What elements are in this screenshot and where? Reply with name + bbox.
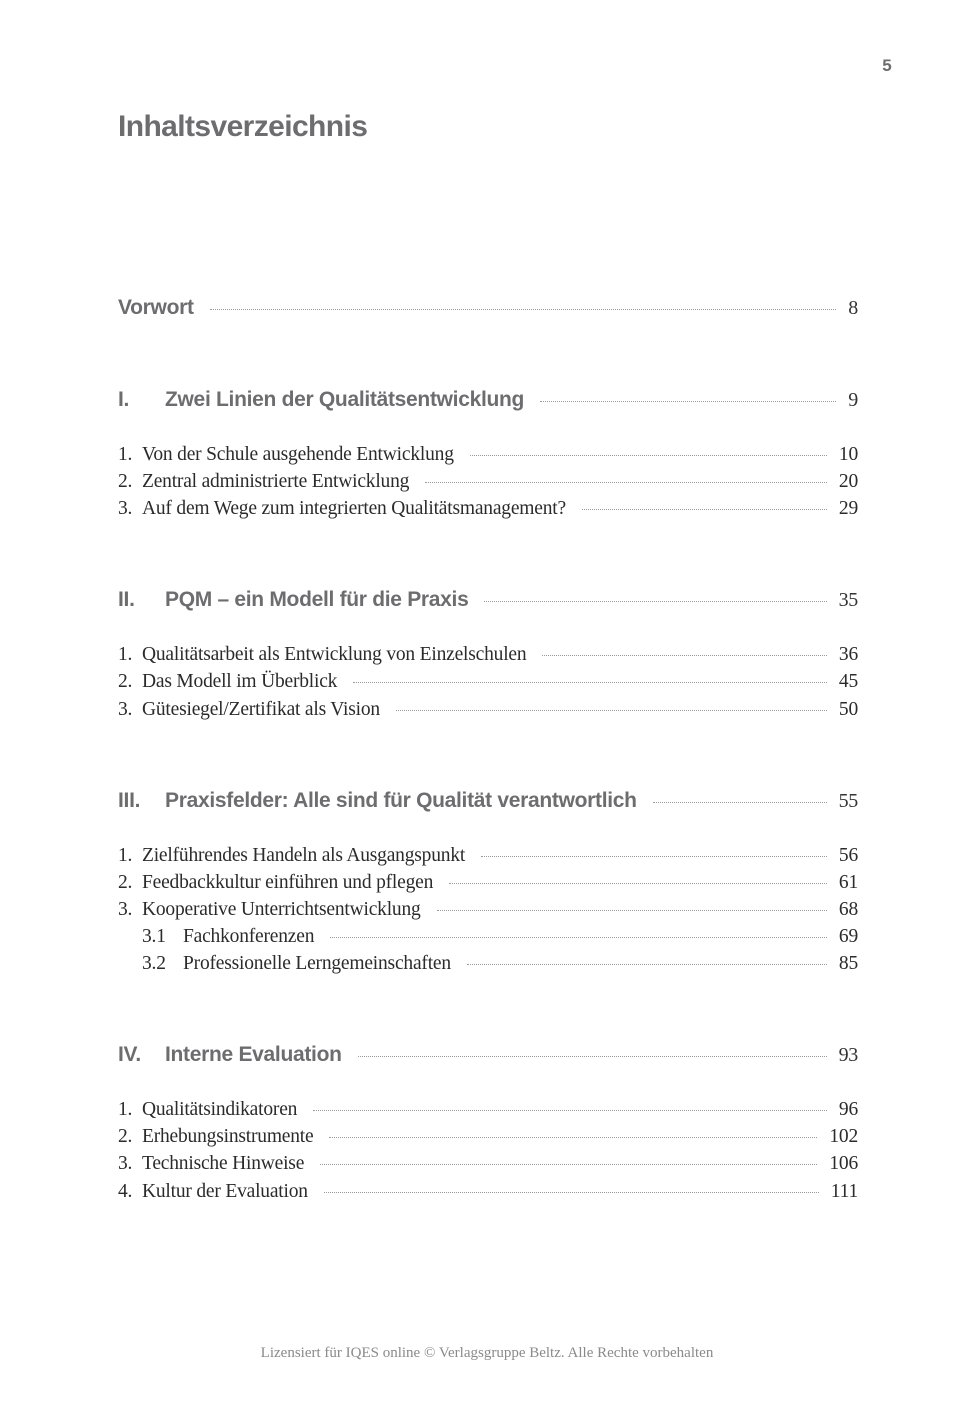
section-number: 2.: [118, 471, 133, 492]
toc-section[interactable]: [118, 872, 858, 894]
section-number: 2.: [118, 671, 133, 692]
section-number: 1.: [118, 644, 133, 665]
toc-entry-page: 8: [848, 297, 858, 319]
chapter-page: 35: [838, 589, 858, 611]
section-label: Technische Hinweise: [142, 1153, 305, 1174]
leader-dots: [320, 1164, 817, 1165]
section-page: 111: [830, 1181, 858, 1202]
section-label: Qualitätsarbeit als Entwicklung von Einzelschulen: [142, 644, 527, 665]
leader-dots: [358, 1056, 827, 1057]
section-label: Zentral administrierte Entwicklung: [142, 471, 410, 492]
page-number: 5: [882, 56, 892, 75]
leader-dots: [449, 883, 827, 884]
section-label: Das Modell im Überblick: [142, 671, 338, 692]
chapter-page: 55: [838, 790, 858, 812]
section-page: 29: [838, 498, 858, 519]
chapter-page: 93: [838, 1044, 858, 1066]
toc-entry-preface[interactable]: [118, 296, 858, 320]
leader-dots: [484, 601, 826, 602]
section-page: 106: [829, 1153, 858, 1174]
toc-section[interactable]: [118, 1181, 858, 1203]
leader-dots: [313, 1110, 827, 1111]
subsection-page: 69: [838, 926, 858, 947]
toc-chapter-1[interactable]: [118, 388, 858, 412]
leader-dots: [481, 856, 827, 857]
section-page: 102: [829, 1126, 858, 1147]
leader-dots: [437, 910, 827, 911]
section-label: Kultur der Evaluation: [142, 1181, 308, 1202]
leader-dots: [353, 682, 827, 683]
section-number: 4.: [118, 1181, 133, 1202]
leader-dots: [210, 309, 837, 310]
subsection-number: 3.2: [142, 953, 166, 974]
section-number: 3.: [118, 498, 133, 519]
leader-dots: [396, 710, 827, 711]
leader-dots: [329, 1137, 817, 1138]
toc-section[interactable]: [118, 671, 858, 693]
chapter-numeral: III.: [118, 789, 141, 812]
leader-dots: [425, 482, 827, 483]
leader-dots: [324, 1192, 819, 1193]
chapter-title: Praxisfelder: Alle sind für Qualität verantwortlich: [165, 789, 637, 812]
leader-dots: [467, 964, 827, 965]
section-number: 2.: [118, 872, 133, 893]
section-label: Zielführendes Handeln als Ausgangspunkt: [142, 845, 466, 866]
section-number: 2.: [118, 1126, 133, 1147]
section-page: 36: [838, 644, 858, 665]
section-page: 45: [838, 671, 858, 692]
section-page: 68: [838, 899, 858, 920]
toc-chapter-3[interactable]: [118, 789, 858, 813]
chapter-title: Zwei Linien der Qualitätsentwicklung: [165, 388, 525, 411]
section-label: Gütesiegel/Zertifikat als Vision: [142, 699, 380, 720]
section-number: 1.: [118, 1099, 133, 1120]
leader-dots: [542, 655, 826, 656]
leader-dots: [470, 455, 827, 456]
license-footer: Lizensiert für IQES online © Verlagsgruppe Beltz. Alle Rechte vorbehalten: [260, 1345, 714, 1361]
chapter-numeral: IV.: [118, 1043, 141, 1066]
toc-chapter-2[interactable]: [118, 588, 858, 612]
section-page: 61: [838, 872, 858, 893]
toc-section[interactable]: [118, 644, 858, 666]
section-page: 20: [838, 471, 858, 492]
section-label: Erhebungsinstrumente: [142, 1126, 314, 1147]
section-page: 56: [838, 845, 858, 866]
subsection-label: Fachkonferenzen: [183, 926, 315, 947]
subsection-number: 3.1: [142, 926, 166, 947]
section-label: Feedbackkultur einführen und pflegen: [142, 872, 434, 893]
section-page: 50: [838, 699, 858, 720]
toc-section[interactable]: [118, 1099, 858, 1121]
section-label: Von der Schule ausgehende Entwicklung: [142, 444, 454, 465]
section-number: 3.: [118, 699, 133, 720]
leader-dots: [330, 937, 827, 938]
toc-section[interactable]: [118, 899, 858, 921]
section-label: Auf dem Wege zum integrierten Qualitätsmanagement?: [142, 498, 566, 519]
section-number: 3.: [118, 899, 133, 920]
chapter-numeral: I.: [118, 388, 130, 411]
toc-section[interactable]: [118, 1153, 858, 1175]
toc-chapter-4[interactable]: [118, 1043, 858, 1067]
page-title: Inhaltsverzeichnis: [118, 110, 368, 143]
toc-subsection[interactable]: [118, 926, 858, 948]
section-number: 1.: [118, 444, 133, 465]
section-number: 1.: [118, 845, 133, 866]
leader-dots: [540, 401, 836, 402]
toc-section[interactable]: [118, 1126, 858, 1148]
chapter-title: PQM – ein Modell für die Praxis: [165, 588, 469, 611]
toc-section[interactable]: [118, 444, 858, 466]
toc-section[interactable]: [118, 471, 858, 493]
toc-subsection[interactable]: [118, 953, 858, 975]
toc-section[interactable]: [118, 498, 858, 520]
chapter-title: Interne Evaluation: [165, 1043, 342, 1066]
section-label: Qualitätsindikatoren: [142, 1099, 298, 1120]
toc-entry-label: Vorwort: [118, 296, 194, 319]
toc-section[interactable]: [118, 699, 858, 721]
leader-dots: [653, 802, 827, 803]
subsection-label: Professionelle Lerngemeinschaften: [183, 953, 451, 974]
leader-dots: [582, 509, 827, 510]
section-page: 10: [838, 444, 858, 465]
chapter-numeral: II.: [118, 588, 135, 611]
section-number: 3.: [118, 1153, 133, 1174]
chapter-page: 9: [848, 389, 858, 411]
subsection-page: 85: [838, 953, 858, 974]
section-page: 96: [838, 1099, 858, 1120]
toc-section[interactable]: [118, 845, 858, 867]
section-label: Kooperative Unterrichtsentwicklung: [142, 899, 421, 920]
